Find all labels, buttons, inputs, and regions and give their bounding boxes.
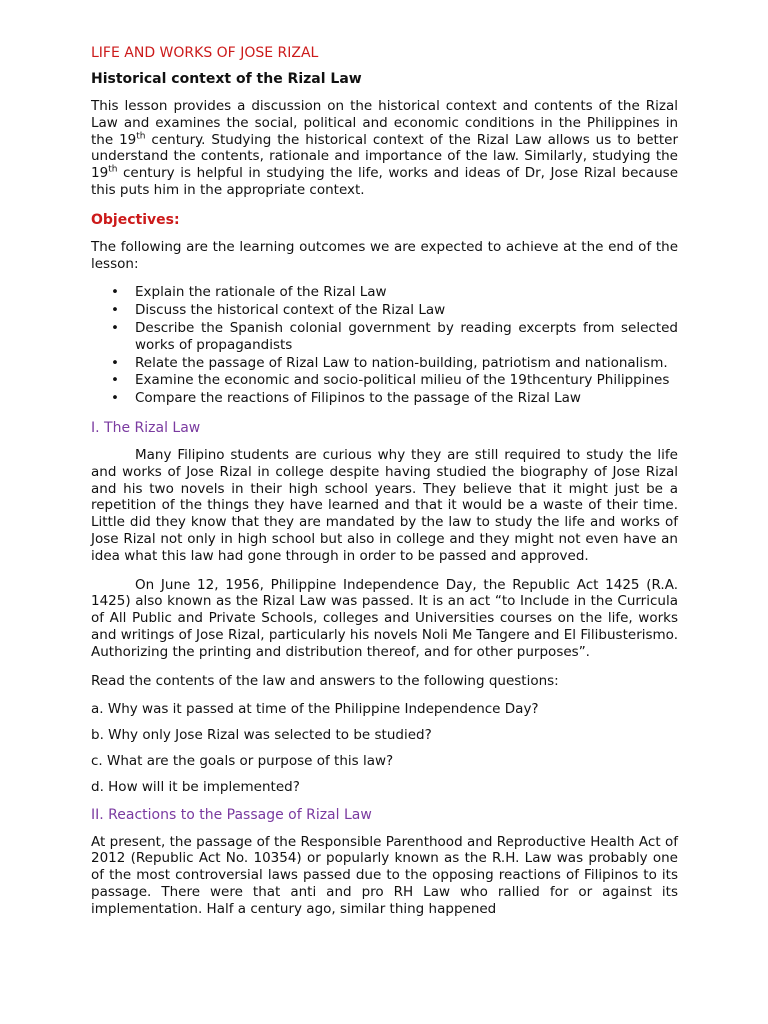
section1-heading: I. The Rizal Law (91, 419, 201, 436)
objective-item: • Relate the passage of Rizal Law to nation-building, patriotism and nationalism. (111, 354, 668, 371)
objective-item: • Explain the rationale of the Rizal Law (111, 284, 387, 301)
document-subtitle: Historical context of the Rizal Law (91, 71, 362, 87)
question-item: c. What are the goals or purpose of this law? (91, 752, 394, 769)
objectives-lead: The following are the learning outcomes we are expected to achieve at the end of the lesson: (91, 238, 678, 272)
objectives-heading: Objectives: (91, 211, 180, 228)
section2-heading: II. Reactions to the Passage of Rizal Law (91, 806, 372, 823)
objective-item: • Discuss the historical context of the Rizal Law (111, 302, 446, 319)
question-item: d. How will it be implemented? (91, 778, 300, 795)
section1-paragraph-3: Read the contents of the law and answers to the following questions: (91, 672, 559, 689)
objective-item: • Describe the Spanish colonial government by reading excerpts from selected works of propagandists (111, 319, 678, 353)
objective-item: • Examine the economic and socio-political milieu of the 19thcentury Philippines (111, 372, 670, 389)
objective-item: • Compare the reactions of Filipinos to the passage of the Rizal Law (111, 390, 581, 407)
section2-paragraph-1: At present, the passage of the Responsible Parenthood and Reproductive Health Act of 2012 (Republic Act No. 10354) or popularly known as the R.H. Law was probably one of the most controversial laws passed due to the opposing reactions of Filipinos to its passage. There were that anti and pro RH Law who rallied for or against its implementation. Half a century ago, similar thing happened (91, 833, 678, 917)
intro-paragraph: This lesson provides a discussion on the historical context and contents of the Rizal Law and examines the social, political and economic conditions in the Philippines in the 19th century. Studying the historical context of the Rizal Law allows us to better understand the contents, rationale and importance of the law. Similarly, studying the 19th century is helpful in studying the life, works and ideas of Dr, Jose Rizal because this puts him in the appropriate context. (91, 98, 678, 198)
question-item: a. Why was it passed at time of the Philippine Independence Day? (91, 701, 539, 718)
document-title: LIFE AND WORKS OF JOSE RIZAL (91, 45, 319, 61)
question-item: b. Why only Jose Rizal was selected to be studied? (91, 727, 432, 744)
section1-paragraph-2: On June 12, 1956, Philippine Independence Day, the Republic Act 1425 (R.A. 1425) also known as the Rizal Law was passed. It is an act “to Include in the Curricula of All Public and Private Schools, colleges and Universities courses on the life, works and writings of Jose Rizal, particularly his novels Noli Me Tangere and El Filibusterismo. Authorizing the printing and distribution thereof, and for other purposes”. (91, 576, 678, 660)
section1-paragraph-1: Many Filipino students are curious why they are still required to study the life and works of Jose Rizal in college despite having studied the biography of Jose Rizal and his two novels in their high school years. They believe that it might just be a repetition of the things they have learned and that it would be a waste of their time. Little did they know that they are mandated by the law to study the life and works of Jose Rizal not only in high school but also in college and they might not even have an idea what this law had gone through in order to be passed and approved. (91, 446, 678, 564)
objectives-list (91, 284, 678, 407)
